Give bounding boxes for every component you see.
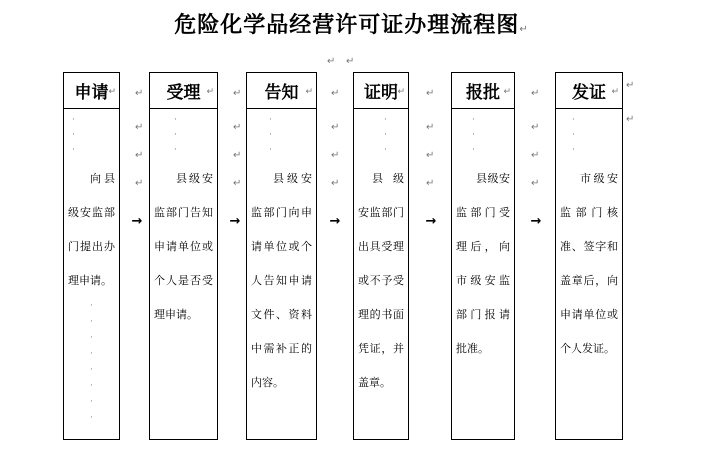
paragraph-mark-icon: ↵ bbox=[331, 88, 340, 99]
paragraph-mark-icon: ↵ bbox=[331, 178, 340, 189]
step-body bbox=[247, 109, 316, 400]
step-description: 县级安监部门出具受理或不予受理的书面凭证，并盖章。 bbox=[358, 172, 404, 389]
paragraph-mark-icon: ↵ bbox=[611, 87, 619, 97]
step-description: 向县级安监部门提出办理申请。 bbox=[68, 172, 115, 287]
step-description: 县级安监部门受理后，向市级安监部门报请批准。 bbox=[456, 172, 510, 355]
step-title: 告知 bbox=[264, 83, 299, 103]
step-title: 发证 bbox=[572, 83, 606, 103]
step-body bbox=[556, 109, 622, 366]
step-box-certificate bbox=[353, 72, 409, 440]
step-box-issue bbox=[555, 72, 623, 440]
step-header bbox=[150, 73, 217, 109]
connector bbox=[123, 72, 151, 440]
paragraph-mark-icon: ↵ bbox=[346, 56, 355, 67]
paragraph-mark-icon: ↵ bbox=[233, 150, 242, 161]
step-description: 县级安监部门告知申请单位或个人是否受理申请。 bbox=[154, 172, 213, 321]
step-box-notify bbox=[246, 72, 317, 440]
page-title bbox=[0, 8, 703, 39]
step-header bbox=[354, 73, 408, 109]
paragraph-mark-icon: ↵ bbox=[233, 178, 242, 189]
arrow-icon: → bbox=[131, 214, 143, 229]
connector bbox=[221, 72, 249, 440]
arrow-icon: → bbox=[329, 214, 341, 229]
paragraph-mark-icon: ↵ bbox=[503, 87, 511, 97]
blank-lines: · · · bbox=[174, 115, 177, 155]
paragraph-mark-icon: ↵ bbox=[135, 150, 144, 161]
arrow-icon: → bbox=[530, 214, 542, 229]
step-title: 证明 bbox=[364, 83, 398, 103]
paragraph-mark-icon: ↵ bbox=[626, 114, 635, 125]
step-header bbox=[64, 73, 119, 109]
paragraph-mark-icon: ↵ bbox=[305, 87, 313, 97]
step-header bbox=[247, 73, 316, 109]
paragraph-mark-icon: ↵ bbox=[531, 178, 540, 189]
title-text: 危险化学品经营许可证办理流程图 bbox=[174, 12, 520, 38]
step-description: 市级安监部门核准、签字和盖章后，向申请单位或个人发证。 bbox=[560, 172, 618, 355]
connector bbox=[414, 72, 448, 440]
paragraph-mark-icon: ↵ bbox=[135, 88, 144, 99]
step-description: 县级安监部门向申请单位或个人告知申请文件、资料中需补正的内容。 bbox=[251, 172, 312, 389]
step-title: 报批 bbox=[466, 83, 500, 103]
connector bbox=[519, 72, 553, 440]
paragraph-mark-icon: ↵ bbox=[331, 122, 340, 133]
paragraph-mark-icon: ↵ bbox=[531, 88, 540, 99]
paragraph-mark-icon: ↵ bbox=[426, 122, 435, 133]
paragraph-mark-icon: ↵ bbox=[531, 122, 540, 133]
step-box-apply bbox=[63, 72, 120, 440]
paragraph-mark-icon: ↵ bbox=[327, 56, 336, 67]
step-header bbox=[556, 73, 622, 109]
paragraph-mark-icon: ↵ bbox=[135, 122, 144, 133]
blank-lines: · · · bbox=[472, 115, 475, 155]
step-title: 受理 bbox=[166, 83, 201, 103]
paragraph-mark-icon: ↵ bbox=[426, 150, 435, 161]
step-body bbox=[452, 109, 514, 366]
paragraph-mark-icon: ↵ bbox=[233, 122, 242, 133]
paragraph-mark-icon: ↵ bbox=[519, 24, 529, 35]
step-header bbox=[452, 73, 514, 109]
paragraph-mark-icon: ↵ bbox=[397, 87, 405, 97]
step-body bbox=[354, 109, 408, 400]
step-box-accept bbox=[149, 72, 218, 440]
paragraph-mark-icon: ↵ bbox=[426, 88, 435, 99]
arrow-icon: → bbox=[229, 214, 241, 229]
paragraph-mark-icon: ↵ bbox=[233, 88, 242, 99]
blank-lines: · · · bbox=[384, 115, 387, 155]
paragraph-mark-icon: ↵ bbox=[108, 87, 116, 97]
blank-lines: · · · · · · · · bbox=[90, 301, 93, 423]
step-body bbox=[150, 109, 217, 332]
paragraph-mark-icon: ↵ bbox=[206, 87, 214, 97]
connector bbox=[319, 56, 351, 440]
paragraph-mark-icon: ↵ bbox=[531, 150, 540, 161]
arrow-icon: → bbox=[425, 214, 437, 229]
blank-lines: · · · bbox=[72, 115, 75, 155]
paragraph-mark-icon: ↵ bbox=[426, 178, 435, 189]
blank-lines: · · · bbox=[572, 115, 575, 155]
step-body bbox=[64, 109, 119, 426]
step-box-report bbox=[451, 72, 515, 440]
paragraph-mark-icon: ↵ bbox=[626, 80, 635, 91]
blank-lines: · · · bbox=[269, 115, 272, 155]
paragraph-mark-icon: ↵ bbox=[331, 150, 340, 161]
step-title: 申请 bbox=[74, 83, 109, 103]
paragraph-mark-icon: ↵ bbox=[135, 178, 144, 189]
